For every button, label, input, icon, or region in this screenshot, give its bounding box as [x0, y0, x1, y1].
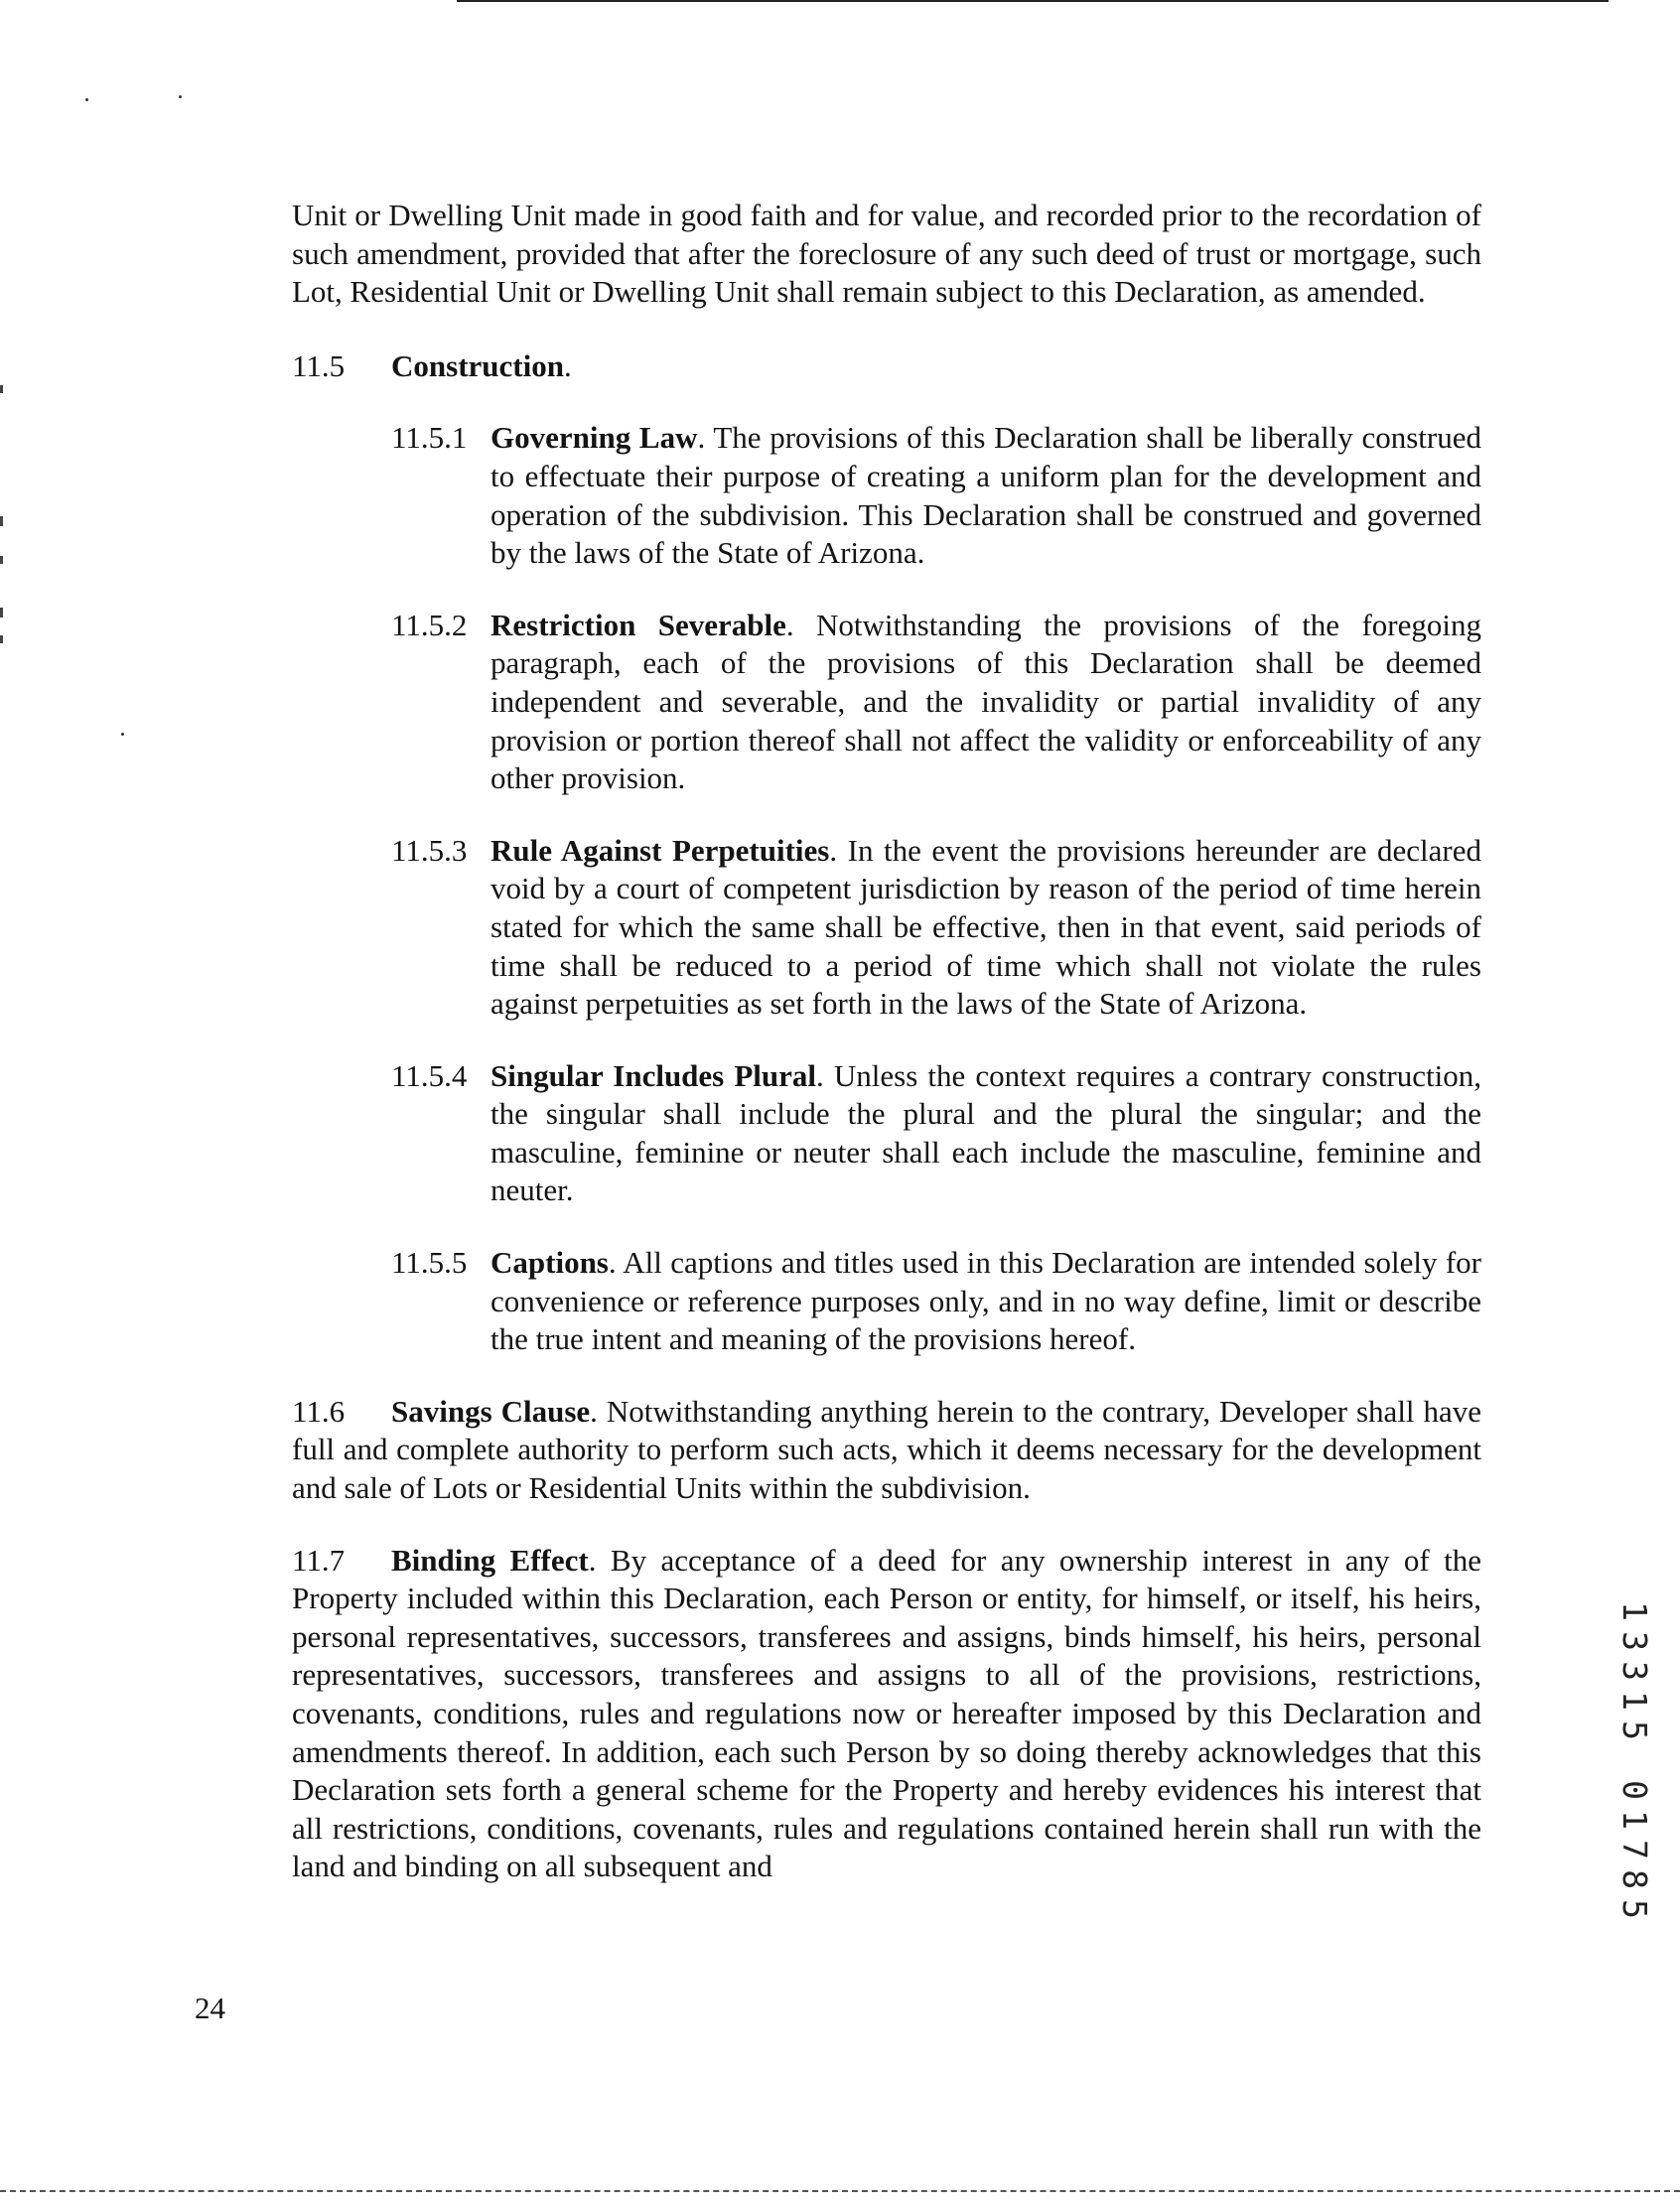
subsection-number: 11.5.4 — [391, 1057, 468, 1093]
subsection-11-5-4 — [292, 1057, 1481, 1210]
stamp-digit: 5 — [1615, 1721, 1654, 1740]
section-11-5-heading: 11.5 Construction. — [292, 347, 1481, 386]
stamp-digit: 5 — [1615, 1899, 1654, 1919]
scan-speck — [179, 95, 182, 98]
scan-speck — [85, 98, 88, 101]
subsection-title: Restriction Severable — [490, 607, 786, 642]
section-11-7 — [292, 1542, 1481, 1886]
subsection-11-5-1 — [292, 419, 1481, 572]
subsection-title: Captions — [490, 1245, 609, 1281]
stamp-digit: 7 — [1615, 1840, 1654, 1860]
margin-mark — [0, 608, 3, 618]
stamp-digit: 0 — [1615, 1780, 1654, 1800]
subsection-11-5-3 — [292, 832, 1481, 1024]
section-title: Construction — [391, 347, 564, 383]
scan-edge-top — [457, 0, 1609, 2]
subsection-number: 11.5.1 — [391, 420, 468, 456]
recording-stamp — [1615, 1596, 1654, 1924]
margin-mark — [0, 385, 3, 393]
stamp-digit: 3 — [1615, 1631, 1654, 1651]
stamp-digit: 1 — [1615, 1810, 1654, 1830]
subsection-text: . The provisions of this Declaration shall be liberally construed to effectuate their purpose of creating a uniform plan for the development and operation of the subdivision. This Declaration shall be construed and governed by the laws of the State of Arizona. — [490, 420, 1481, 571]
document-body — [292, 197, 1481, 1920]
section-title: Binding Effect — [391, 1542, 589, 1578]
subsection-title: Rule Against Perpetuities — [490, 832, 830, 868]
subsection-number: 11.5.2 — [391, 607, 468, 642]
margin-mark — [0, 556, 3, 564]
subsection-text: . Unless the context requires a contrary construction, the singular shall include the plural and the plural the singular; and the masculine, feminine or neuter shall each include the masculine, feminine and neuter. — [490, 1057, 1481, 1208]
section-text: . By acceptance of a deed for any ownership interest in any of the Property included within this Declaration, each Person or entity, for himself, or itself, his heirs, personal representatives, successors, transferees and assigns, binds himself, his heirs, personal representatives, successors, transferees and assigns to all of the provisions, restrictions, covenants, conditions, rules and regulations now or hereafter imposed by this Declaration and amendments thereof. In addition, each such Person by so doing thereby acknowledges that this Declaration sets forth a general scheme for the Property and hereby evidences his interest that all restrictions, conditions, covenants, rules and regulations contained herein shall run with the land and binding on all subsequent and — [292, 1542, 1481, 1884]
margin-mark — [0, 516, 3, 526]
scan-edge-bottom — [0, 2190, 1680, 2192]
subsection-title: Governing Law — [490, 420, 698, 456]
stamp-digit: 1 — [1615, 1691, 1654, 1711]
stamp-gap — [1619, 1744, 1649, 1776]
subsection-text: . All captions and titles used in this Declaration are intended solely for convenience or reference purposes only, and in no way define, limit or describe the true intent and meaning of the provisions hereof. — [490, 1245, 1481, 1357]
page-number: 24 — [195, 1991, 225, 2025]
subsection-11-5-2 — [292, 607, 1481, 798]
section-number: 11.5 — [292, 347, 346, 383]
section-number: 11.6 — [292, 1393, 346, 1429]
section-text: . Notwithstanding anything herein to the contrary, Developer shall have full and complete authority to perform such acts, which it deems necessary for the development and sale of Lots or Residential Units within the subdivision. — [292, 1393, 1481, 1506]
subsection-text: . In the event the provisions hereunder are declared void by a court of competent jurisdiction by reason of the period of time herein stated for which the same shall be effective, then in that event, said periods of time shall be reduced to a period of time which shall not violate the rules against perpetuities as set forth in the laws of the State of Arizona. — [490, 832, 1481, 1022]
subsection-number: 11.5.5 — [391, 1245, 468, 1281]
subsection-title: Singular Includes Plural — [490, 1057, 817, 1093]
stamp-digit: 8 — [1615, 1869, 1654, 1889]
section-11-6 — [292, 1393, 1481, 1508]
stamp-digit: 3 — [1615, 1661, 1654, 1681]
margin-mark — [0, 635, 3, 643]
stamp-digit: 1 — [1615, 1601, 1654, 1621]
section-number: 11.7 — [292, 1542, 346, 1578]
scan-speck — [121, 733, 124, 736]
subsection-text: . Notwithstanding the provisions of the foregoing paragraph, each of the provisions of this Declaration shall be deemed independent and severable, and the invalidity or partial invalidity of any provision or portion thereof shall not affect the validity or enforceability of any other provision. — [490, 607, 1481, 796]
subsection-11-5-5 — [292, 1244, 1481, 1359]
section-title: Savings Clause — [391, 1393, 591, 1429]
subsection-number: 11.5.3 — [391, 832, 468, 868]
continuation-paragraph: Unit or Dwelling Unit made in good faith and for value, and recorded prior to the recordation of such amendment, provided that after the foreclosure of any such deed of trust or mortgage, such Lot, Residential Unit or Dwelling Unit shall remain subject to this Declaration, as amended. — [292, 198, 1481, 310]
